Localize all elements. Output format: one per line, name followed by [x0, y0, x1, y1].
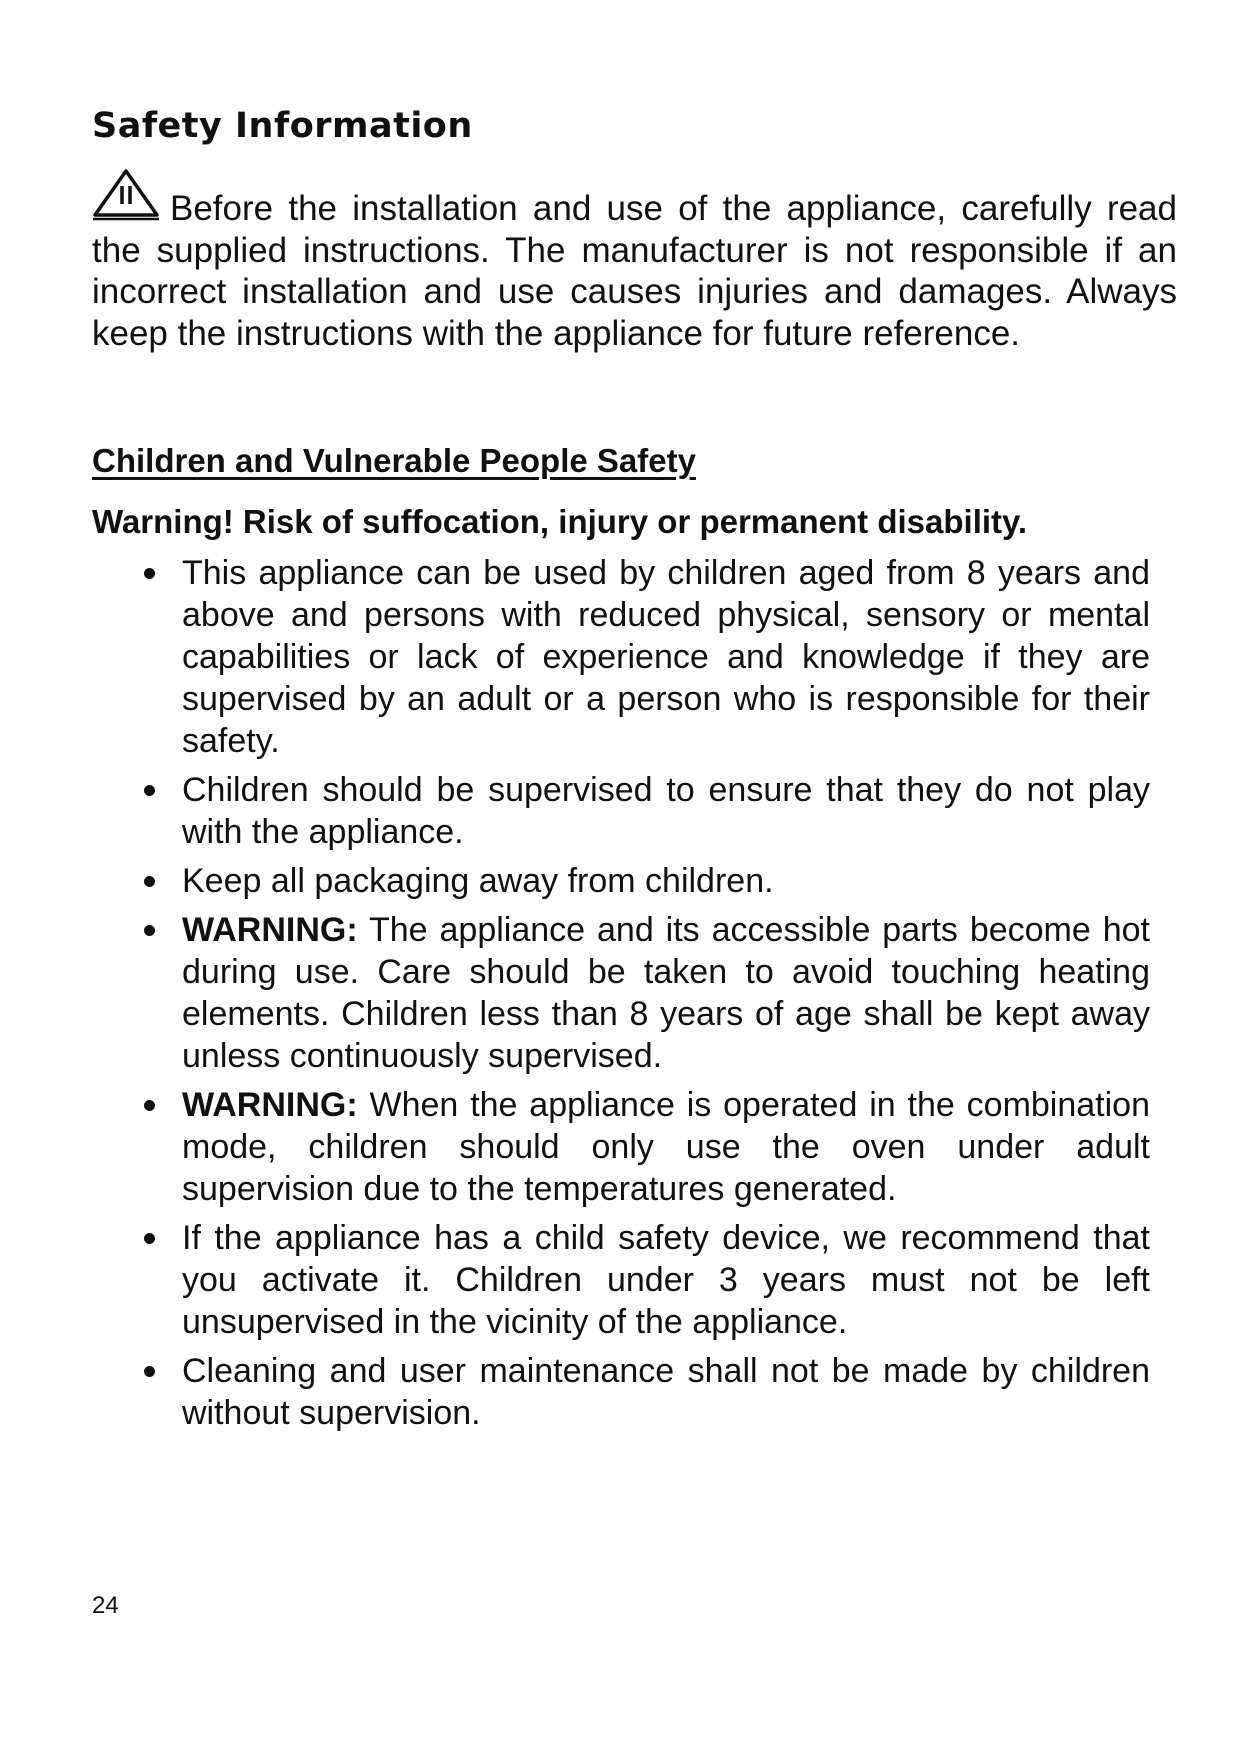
list-item: [92, 860, 1150, 902]
suffocation-warning: Warning! Risk of suffocation, injury or permanent disability.: [92, 503, 1028, 540]
list-item: [92, 769, 1150, 853]
warning-triangle-icon: [92, 168, 160, 222]
bullet-icon: [144, 1100, 155, 1111]
list-item: [92, 1350, 1150, 1434]
bullet-text: Cleaning and user maintenance shall not be made by children without supervision.: [182, 1352, 1150, 1432]
bullet-text: When the appliance is operated in the combination mode, children should only use the oven under adult supervision due to the temperatures generated.: [182, 1086, 1150, 1208]
bullet-icon: [144, 1366, 155, 1377]
bullet-icon: [144, 568, 155, 579]
section-title: Safety Information: [92, 106, 473, 146]
bullet-icon: [144, 785, 155, 796]
bullet-icon: [144, 876, 155, 887]
bullet-text: Keep all packaging away from children.: [182, 862, 774, 900]
children-safety-list: [92, 552, 1150, 1441]
list-item: [92, 1084, 1150, 1210]
bullet-text: The appliance and its accessible parts become hot during use. Care should be taken to avoid touching heating elements. Children less than 8 years of age shall be kept away unless continuously supervised.: [182, 911, 1150, 1075]
list-item: [92, 552, 1150, 762]
bullet-text: Children should be supervised to ensure that they do not play with the appliance.: [182, 771, 1150, 851]
bullet-text: If the appliance has a child safety device, we recommend that you activate it. Children under 3 years must not be left unsupervised in the vicinity of the appliance.: [182, 1219, 1150, 1341]
bullet-text: This appliance can be used by children aged from 8 years and above and persons with reduced physical, sensory or mental capabilities or lack of experience and knowledge if they are supervised by an adult or a person who is responsible for their safety.: [182, 554, 1150, 760]
page-number: 24: [92, 1592, 119, 1619]
bullet-lead: WARNING:: [182, 911, 358, 949]
children-safety-heading: Children and Vulnerable People Safety: [92, 442, 696, 479]
bullet-lead: WARNING:: [182, 1086, 358, 1124]
bullet-icon: [144, 925, 155, 936]
intro-text: Before the installation and use of the appliance, carefully read the supplied instructions. The manufacturer is not responsible if an incorrect installation and use causes injuries and damages. Always keep the instructions with the appliance for future reference.: [92, 189, 1177, 353]
list-item: [92, 909, 1150, 1077]
list-item: [92, 1217, 1150, 1343]
intro-paragraph: [92, 168, 1177, 354]
bullet-icon: [144, 1233, 155, 1244]
